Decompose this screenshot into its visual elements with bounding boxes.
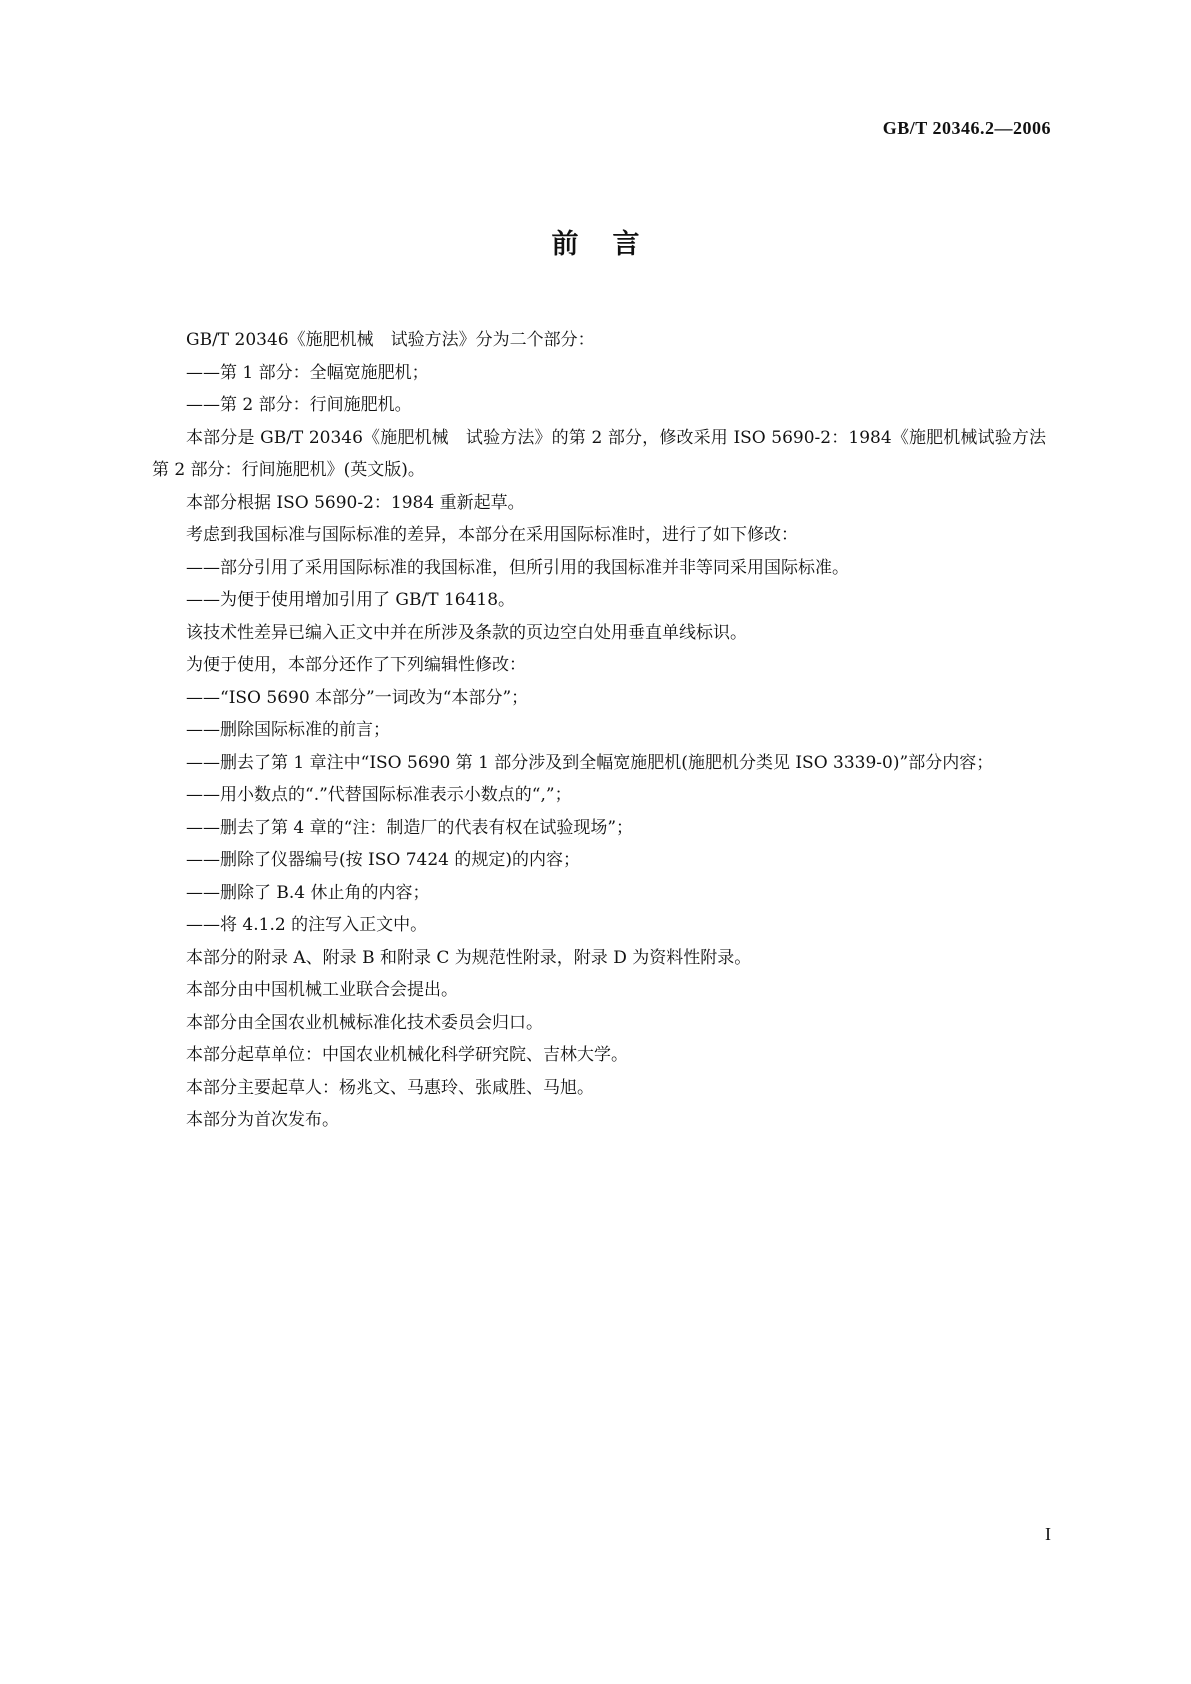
paragraph-managed-by: 本部分由全国农业机械标准化技术委员会归口。 [186,1012,543,1033]
foreword-body [152,324,1063,1137]
list-item-editorial-7: ——删除了 B.4 休止角的内容； [186,882,430,903]
list-item-editorial-5: ——删去了第 4 章的“注：制造厂的代表有权在试验现场”； [186,817,634,838]
list-item-part-2: ——第 2 部分：行间施肥机。 [186,395,412,415]
page-title: 前言 [551,229,674,260]
paragraph-drafting-units: 本部分起草单位：中国农业机械化科学研究院、吉林大学。 [186,1045,628,1065]
paragraph-first-release: 本部分为首次发布。 [186,1110,339,1130]
list-item-difference-1: ——部分引用了采用国际标准的我国标准，但所引用的我国标准并非等同采用国际标准。 [186,557,849,578]
paragraph-parts-intro: GB/T 20346《施肥机械 试验方法》分为二个部分： [186,330,595,350]
paragraph-proposed-by: 本部分由中国机械工业联合会提出。 [186,980,458,1000]
paragraph-redrafted: 本部分根据 ISO 5690-2：1984 重新起草。 [186,492,525,513]
list-item-editorial-4: ——用小数点的“.”代替国际标准表示小数点的“,”； [186,785,572,805]
list-item-editorial-2: ——删除国际标准的前言； [186,720,390,740]
list-item-editorial-3: ——删去了第 1 章注中“ISO 5690 第 1 部分涉及到全幅宽施肥机(施肥机分类见 ISO 3339-0)”部分内容； [186,752,994,773]
standard-code: GB/T 20346.2—2006 [882,118,1051,138]
paragraph-marking: 该技术性差异已编入正文中并在所涉及条款的页边空白处用垂直单线标识。 [186,622,747,643]
paragraph-annexes: 本部分的附录 A、附录 B 和附录 C 为规范性附录，附录 D 为资料性附录。 [186,947,752,968]
paragraph-adoption: 本部分是 GB/T 20346《施肥机械 试验方法》的第 2 部分，修改采用 ISO 5690-2：1984《施肥机械试验方法 第 2 部分：行间施肥机》(英文版)。 [152,427,1063,480]
paragraph-differences: 考虑到我国标准与国际标准的差异，本部分在采用国际标准时，进行了如下修改： [186,525,798,545]
page-number: I [1045,1524,1051,1544]
list-item-difference-2: ——为便于使用增加引用了 GB/T 16418。 [186,590,516,610]
paragraph-drafters: 本部分主要起草人：杨兆文、马惠玲、张咸胜、马旭。 [186,1077,594,1098]
list-item-part-1: ——第 1 部分：全幅宽施肥机； [186,362,429,383]
list-item-editorial-8: ——将 4.1.2 的注写入正文中。 [186,915,428,935]
list-item-editorial-1: ——“ISO 5690 本部分”一词改为“本部分”； [186,687,529,708]
paragraph-editorial: 为便于使用，本部分还作了下列编辑性修改： [186,655,526,675]
list-item-editorial-6: ——删除了仪器编号(按 ISO 7424 的规定)的内容； [186,850,581,870]
